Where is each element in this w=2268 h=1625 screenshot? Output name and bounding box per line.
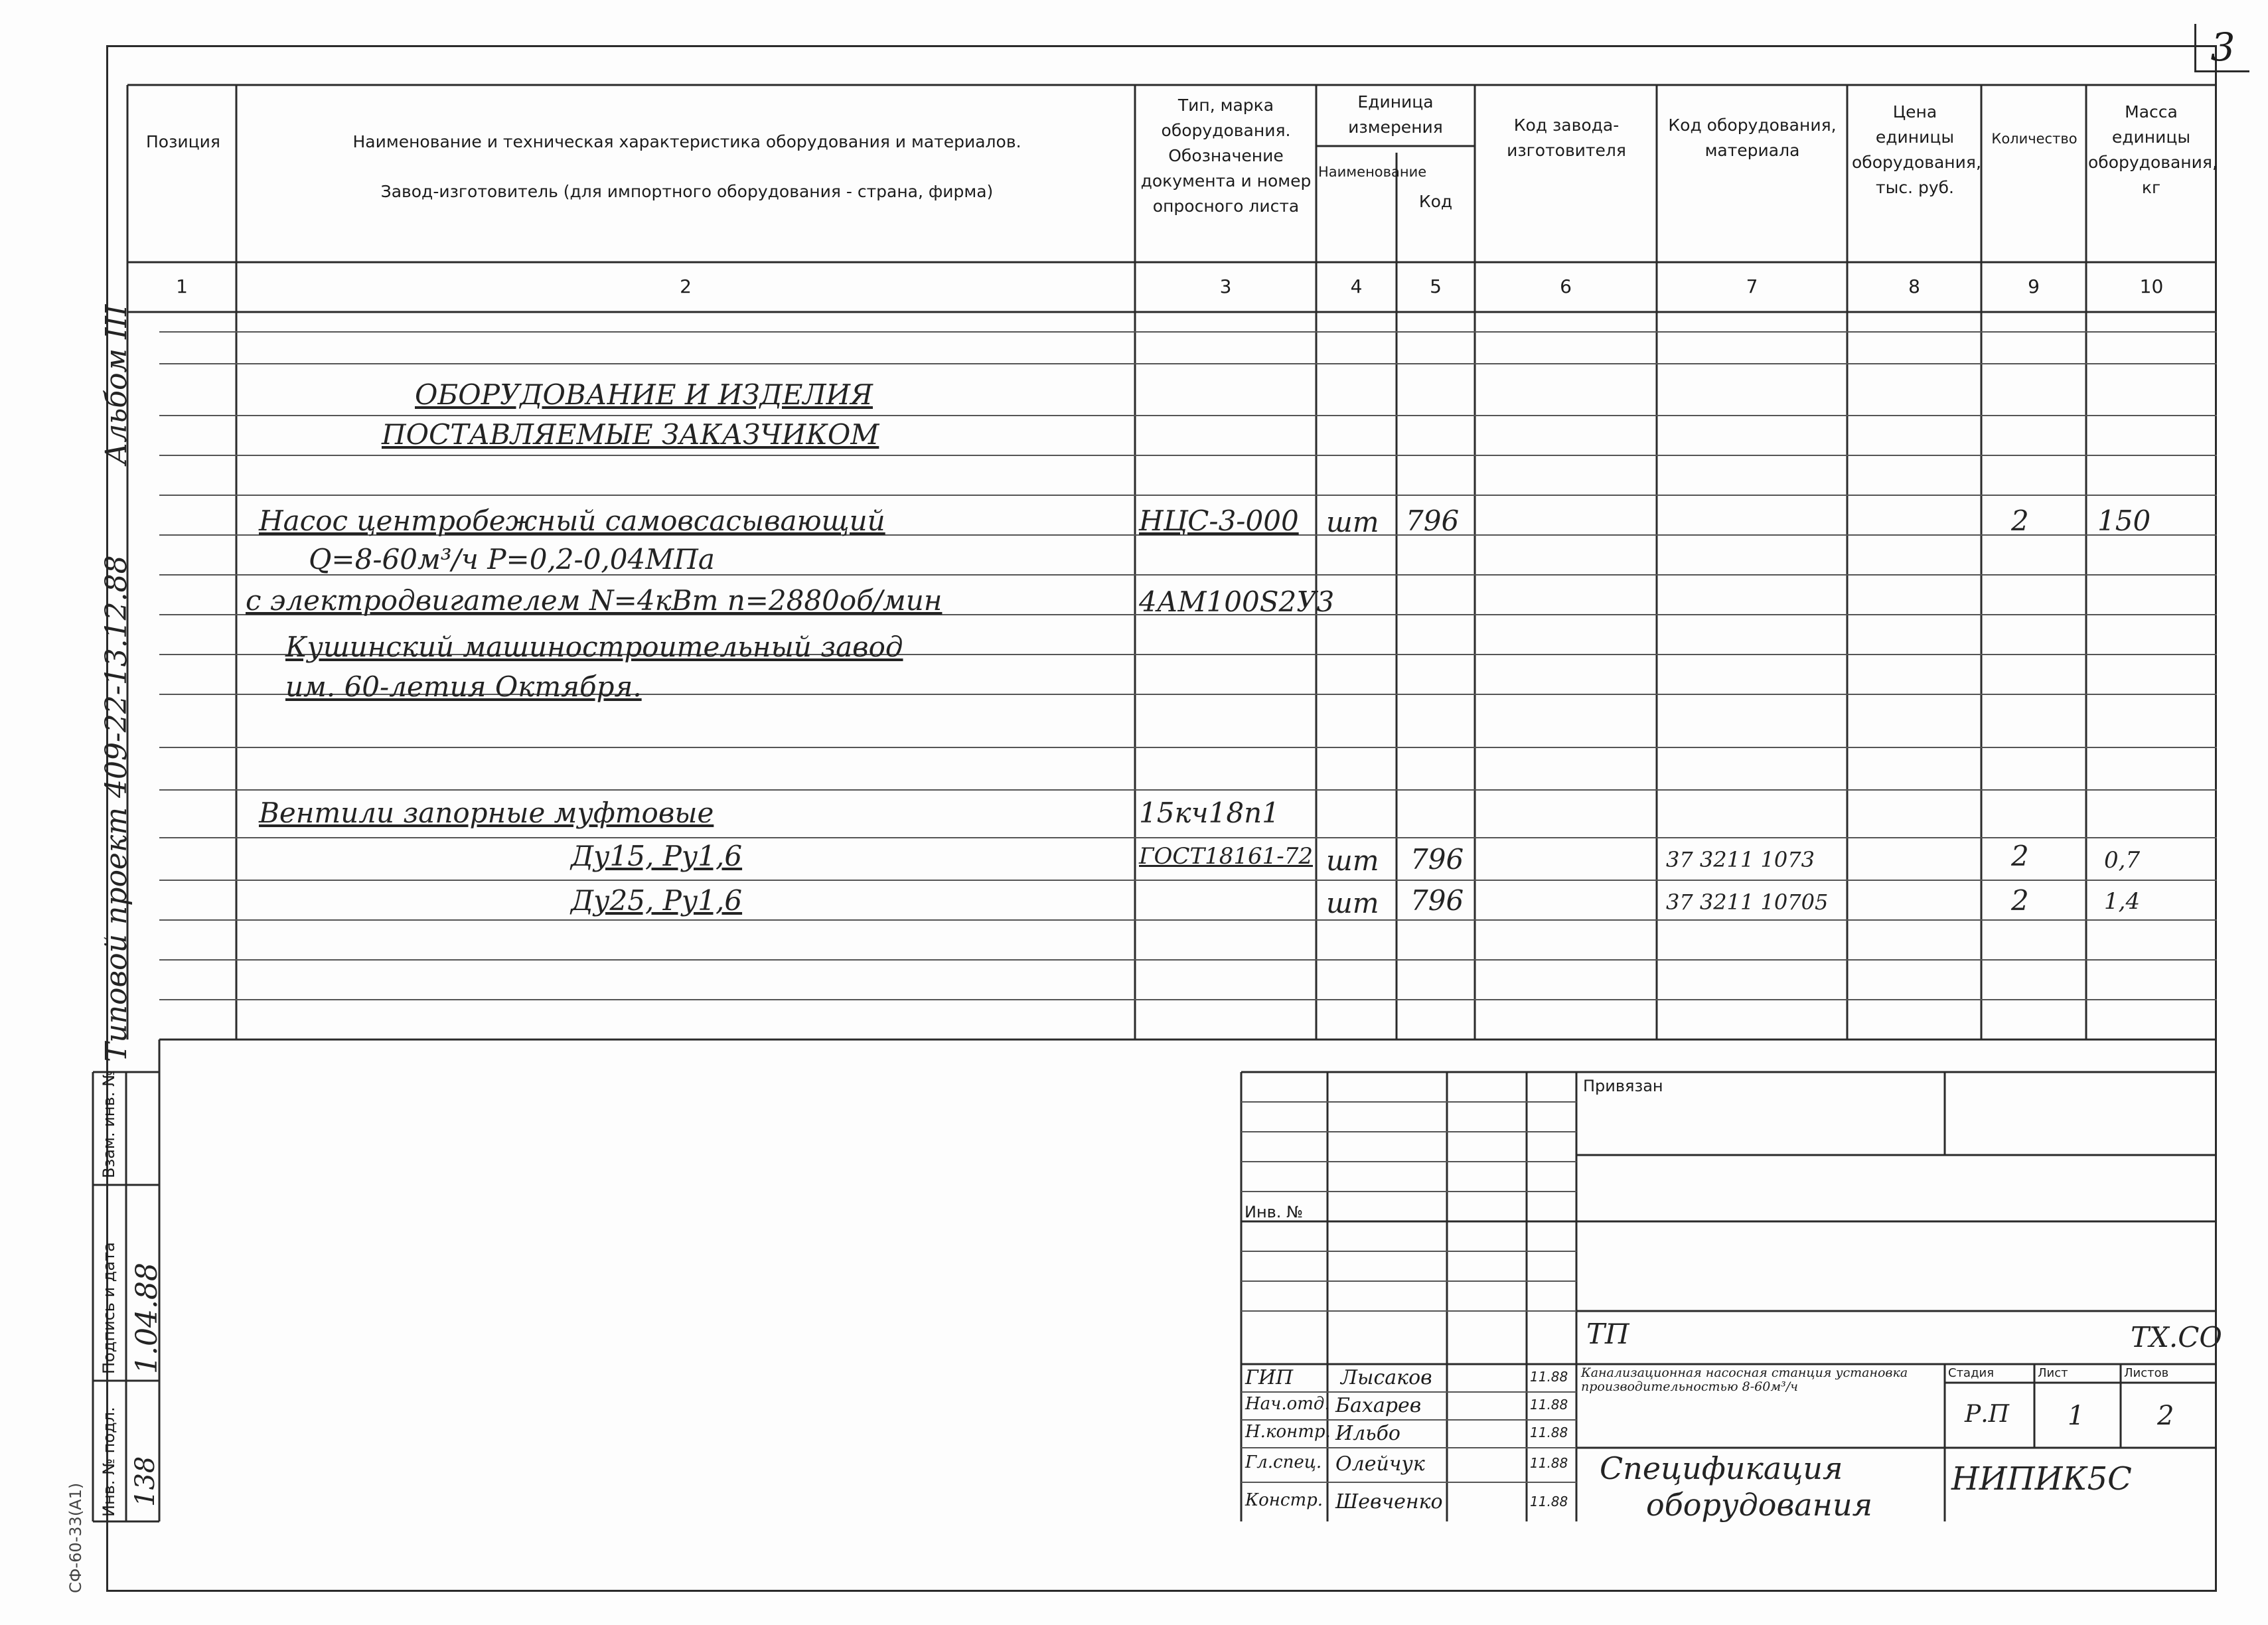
tb-doc-title-1: Спецификация [1600,1450,1843,1486]
item-unitcode-pump: 796 [1406,504,1460,537]
tb-doc-title-2: оборудования [1646,1487,1873,1523]
tb-stage-label: Стадия [1948,1366,1995,1380]
header-price: Цена единицы оборудования, тыс. руб. [1852,102,1981,197]
item-unitcode-du25: 796 [1410,884,1464,917]
col-number-10: 10 [2139,275,2164,297]
item-unit-pump: шт [1326,506,1379,538]
item-maker-2: им. 60-летия Октября. [285,670,642,703]
margin-edge-note: СФ-60-33(А1) [66,1482,85,1593]
col-number-9: 9 [2028,275,2040,297]
tb-role-2: Нач.отд. [1245,1394,1330,1414]
header-equip-code: Код оборудования, материала [1668,116,1837,160]
item-unit-du15: шт [1326,844,1379,877]
tb-date-5: 11.88 [1530,1494,1568,1509]
section-title-2: ПОСТАВЛЯЕМЫЕ ЗАКАЗЧИКОМ [382,418,879,451]
tb-sheet-label: Лист [2038,1366,2068,1380]
tb-name-2: Бахарев [1335,1394,1422,1417]
header-position: Позиция [146,132,220,151]
item-unit-du25: шт [1326,887,1379,919]
col-number-2: 2 [680,275,692,297]
header-mass: Масса единицы оборудования, кг [2088,102,2218,197]
margin-inv-label: Инв. № подл. [100,1407,118,1517]
tb-date-3: 11.88 [1530,1425,1568,1440]
tb-org: НИПИК5С [1951,1460,2132,1498]
item-pump-params: Q=8-60м³/ч P=0,2-0,04МПа [309,543,715,576]
col-number-8: 8 [1908,275,1920,297]
header-name-line1: Наименование и техническая характеристика оборудования и материалов. [352,132,1021,151]
tb-date-1: 11.88 [1530,1369,1568,1385]
header-maker-code: Код завода-изготовителя [1507,116,1626,160]
col-number-7: 7 [1746,275,1758,297]
margin-sign-value: 1.04.88 [130,1263,164,1374]
tb-code: ТХ.СО [2131,1321,2222,1354]
item-equipcode-du15: 37 3211 1073 [1666,847,1815,872]
item-mass-du25: 1,4 [2104,888,2141,915]
item-name-du25: Ду25, Ру1,6 [571,884,743,917]
tb-privyazan: Привязан [1583,1077,1663,1095]
item-maker: Кушинский машиностроительный завод [285,631,903,663]
header-unit: Единица измерения [1348,92,1443,137]
item-mass-du15: 0,7 [2104,847,2141,874]
tb-date-2: 11.88 [1530,1397,1568,1413]
tb-sheets: 2 [2157,1401,2174,1431]
item-qty-du15: 2 [2011,840,2029,872]
tb-role-3: Н.контр. [1245,1422,1331,1442]
tb-name-4: Олейчук [1335,1452,1425,1476]
section-title-1: ОБОРУДОВАНИЕ И ИЗДЕЛИЯ [415,378,873,411]
tb-role-4: Гл.спец. [1245,1452,1322,1472]
tb-stage: Р.П [1965,1401,2010,1428]
item-unitcode-du15: 796 [1410,843,1464,876]
margin-inv-value: 138 [130,1456,161,1507]
header-type: Тип, марка оборудования. Обозначение документа и номер опросного листа [1140,96,1312,216]
sheet-number: 3 [2194,24,2249,72]
item-qty-pump: 2 [2011,504,2029,537]
col-number-6: 6 [1560,275,1572,297]
tb-date-4: 11.88 [1530,1455,1568,1471]
header-unit-code: Код [1418,192,1453,211]
margin-project: Типовой проект 409-22-13.12.88 [100,555,133,1062]
tb-tp: ТП [1586,1318,1629,1350]
tb-name-1: Лысаков [1341,1366,1432,1389]
header-name-line2: Завод-изготовитель (для импортного оборудования - страна, фирма) [380,182,994,201]
tb-sheets-label: Листов [2124,1366,2169,1380]
tb-inv-no: Инв. № [1245,1203,1304,1221]
margin-album: Альбом III [100,304,133,465]
item-name-du15: Ду15, Ру1,6 [571,840,743,872]
margin-vzam-label: Взам. инв. № [100,1070,118,1178]
col-number-3: 3 [1219,275,1232,297]
tb-name-3: Ильбо [1335,1422,1400,1445]
item-type-du15: ГОСТ18161-72 [1139,843,1313,870]
tb-role-1: ГИП [1245,1366,1294,1389]
header-unit-name: Наименование [1318,164,1427,180]
col-number-4: 4 [1350,275,1363,297]
item-qty-du25: 2 [2011,884,2029,917]
tb-description: Канализационная насосная станция установка производительностью 8-60м³/ч [1581,1365,1908,1394]
item-motor: с электродвигателем N=4кВт n=2880об/мин [246,584,943,617]
item-name-pump: Насос центробежный самовсасывающий [259,504,885,537]
item-type-motor: 4АМ100S2У3 [1139,585,1335,618]
margin-sign-label: Подпись и дата [100,1242,118,1374]
header-qty: Количество [1991,131,2078,147]
item-equipcode-du25: 37 3211 10705 [1666,890,1829,915]
tb-role-5: Констр. [1245,1490,1323,1510]
tb-sheet: 1 [2068,1401,2085,1431]
col-number-1: 1 [176,275,188,297]
col-number-5: 5 [1430,275,1442,297]
item-name-valves: Вентили запорные муфтовые [259,797,714,829]
item-mass-pump: 150 [2097,504,2151,537]
tb-name-5: Шевченко [1335,1490,1443,1513]
item-type-valves: 15кч18п1 [1139,797,1280,829]
item-type-pump: НЦС-3-000 [1139,504,1299,537]
